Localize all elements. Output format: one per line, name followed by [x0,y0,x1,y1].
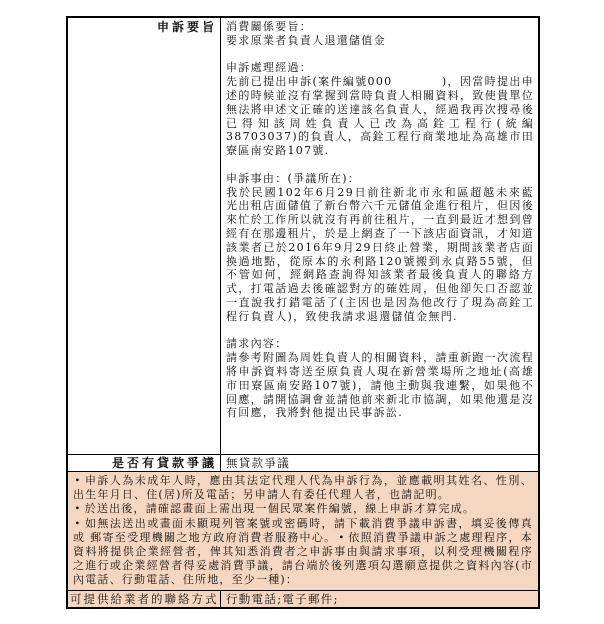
instructions-row [68,471,538,590]
handling-history-body: 先前已提出申訴(案件編號000 )，因當時提出申述的時候並沒有掌握到當時負責人相關資料，致使貴單位無法將申述文正確的送達該名負責人，經過我再次搜尋後已得知該周姓負責人已改為高銓工程行(統編38703037)的負責人，高銓工程行商業地址為高雄市田寮區南安路107號. [226,75,534,158]
instruction-item [73,502,533,516]
consumer-relation-body: 要求原業者負責人退還儲值金 [226,33,386,47]
instructions-text [73,474,533,588]
request-content-section [226,337,534,420]
instruction-item-2-text: 於送出後，請確認畫面上需出現一個民眾案件編號，線上申訴才算完成。 [84,502,476,516]
instruction-item-3-text: 如無法送出或畫面未顯現列管案號或密碼時，請下載消費爭議申訴書，填妥後傳真或 郵寄至受理機關之地方政府消費者服務中心。 [73,516,533,544]
bullet-icon: • [74,503,82,515]
contact-methods-label: 可提供給業者的聯絡方式 [68,591,221,607]
consumer-relation-heading: 消費關係要旨： [226,20,313,33]
complaint-cause-body: 我於民國102年6月29日前往新北市永和區超越未來藍光出租店面儲值了新台幣六千元儲值金進行租片，但因後來忙於工作所以就沒有再前往租片，一直到最近才想到曾經有在那邊租片，於是上網查了一下該店面資訊，才知道該業者已於2016年9月29日終止營業，期間該業者店面換過地點，從原本的永利路120號搬到永貞路55號，但不管如何，經網路查詢得知該業者最後負責人的聯絡方式，打電話過去後確認對方的確姓周，但他卻矢口否認並一直說我打錯電話了(主因也是因為他改行了現為高銓工程行負責人)，致使我請求退還儲值金無門. [226,185,534,323]
loan-dispute-row [68,454,538,471]
instruction-item [73,474,533,502]
complaint-summary-label: 申訴要旨 [68,18,221,454]
bullet-icon: • [74,517,82,529]
complaint-cause-section [226,172,534,324]
complaint-summary-row [68,18,538,454]
instruction-item-1-text: 申訴人為未成年人時，應由其法定代理人代為申訴行為，並應載明其姓名、性別、出生年月日、住(居)所及電話；另申請人有委任代理人者，也請記明。 [73,474,533,502]
complaint-summary-content [221,18,538,454]
instruction-item-4-text: 依照消費爭議申訴之處理程序，本資料將提供企業經營者，俾其知悉消費者之申訴事由與請求事項，以利受理機關程序之進行或企業經營者得妥處消費爭議，請台端於後列選項勾選願意提供之資料內容(市內電話、行動電話、住所地，至少一種)： [73,530,533,587]
handling-history-section [226,61,534,158]
consumer-relation-section [226,20,534,48]
contact-methods-value: 行動電話;電子郵件; [226,591,339,606]
loan-dispute-label: 是否有貸款爭議 [68,455,221,471]
bullet-icon: • [74,475,82,487]
handling-history-heading: 申訴處理經過： [226,61,313,75]
loan-dispute-value: 無貸款爭議 [226,456,290,470]
instruction-item [73,517,533,588]
complaint-form-table [66,16,540,609]
complaint-cause-heading: 申訴事由：(爭議所在)： [226,171,361,185]
request-content-body: 請參考附圖為周姓負責人的相關資料，請重新跑一次流程將申訴資料寄送至原負責人現在新營業場所之地址(高雄市田寮區南安路107號)，請他主動與我連繫，如果他不回應，請開協調會並請他前來新北市協調，如果他還是沒有回應，我將對他提出民事訴訟. [226,351,534,420]
request-content-heading: 請求內容： [226,337,288,351]
bullet-icon: • [338,531,345,543]
contact-methods-row [68,590,538,607]
